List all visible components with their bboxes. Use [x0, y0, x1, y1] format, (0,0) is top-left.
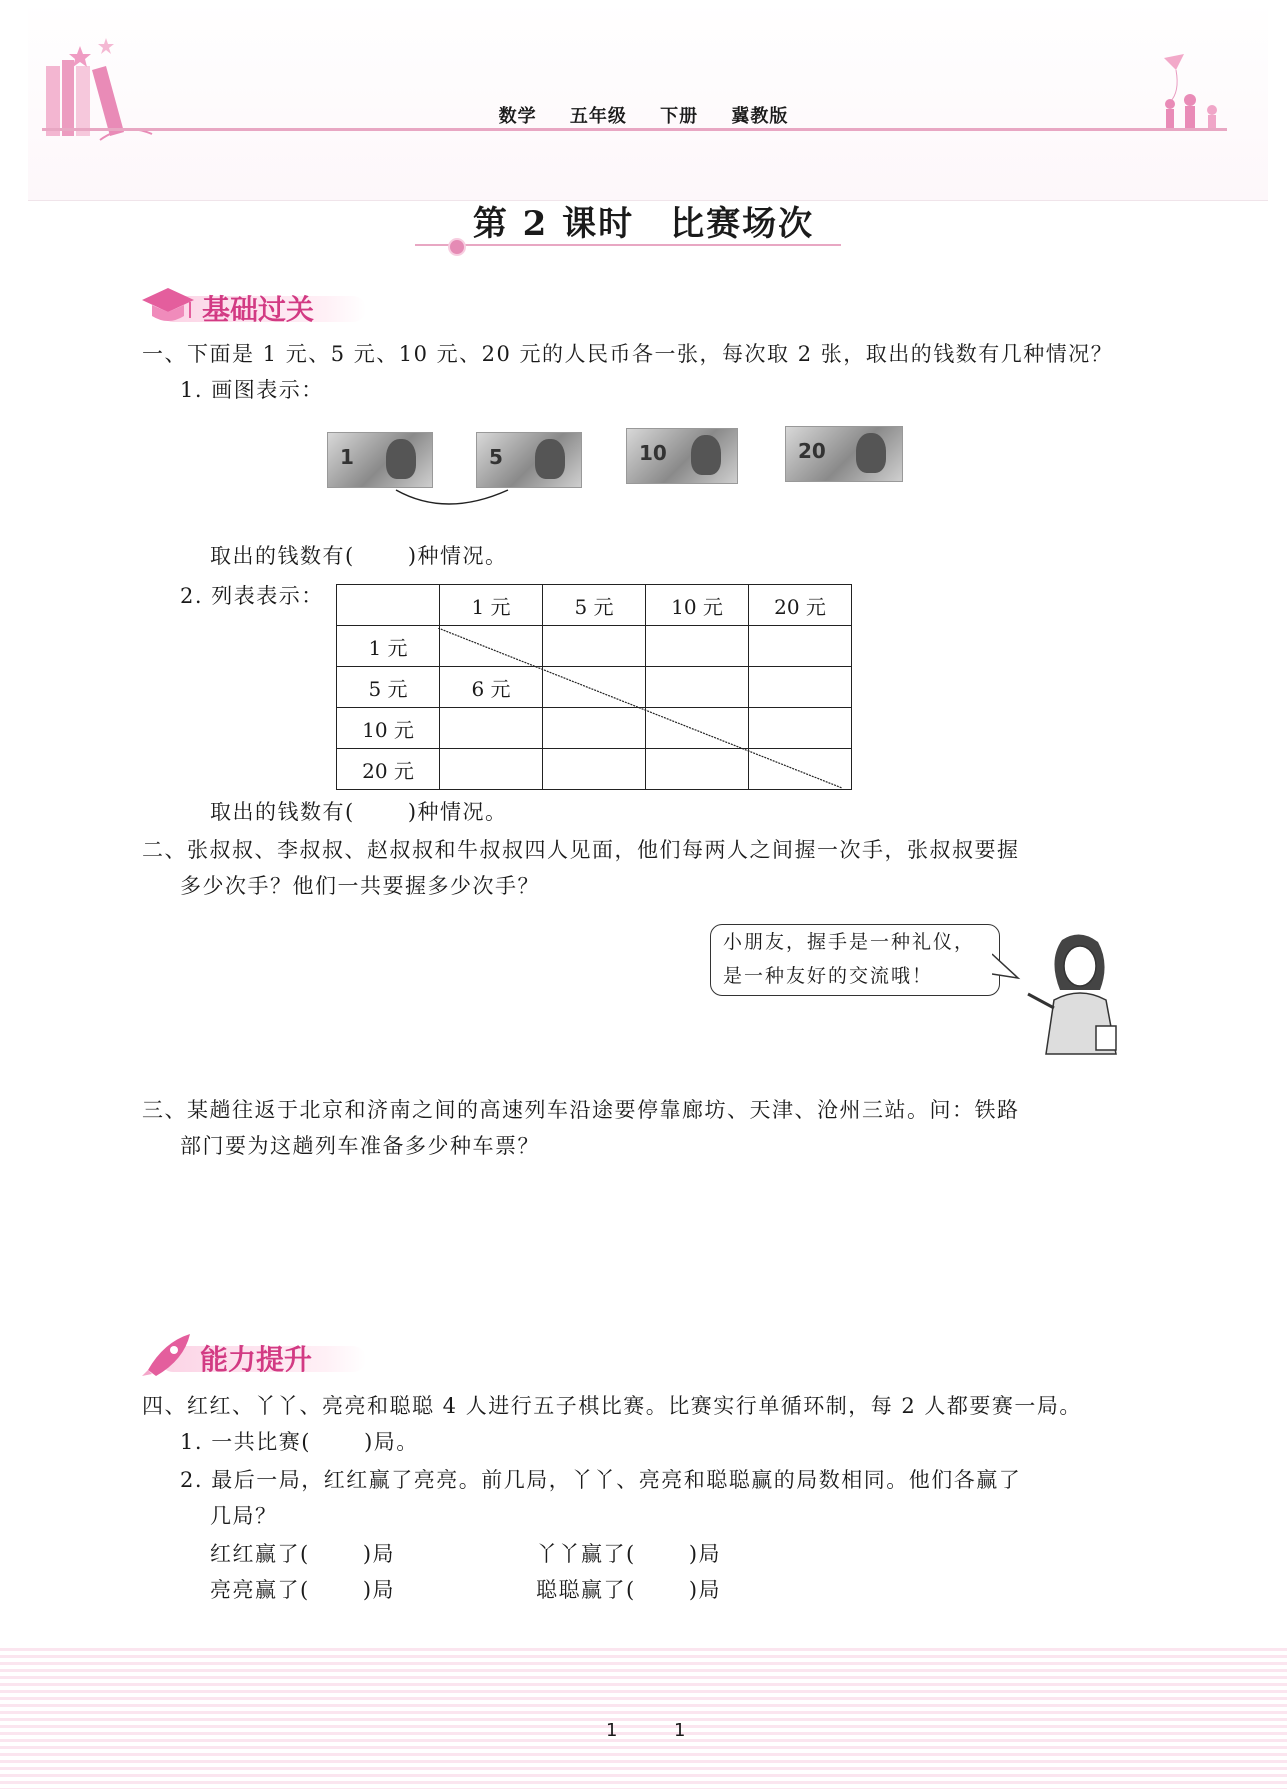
grade-label: 五年级	[569, 106, 627, 127]
question-1-answer2: 取出的钱数有( )种情况。	[210, 800, 508, 824]
table-diagonal-line	[438, 628, 844, 790]
answer-ya-ya: 丫丫赢了( )局	[536, 1542, 722, 1566]
lesson-title: 第 2 课时 比赛场次	[472, 204, 815, 244]
table-row: 5 元 6 元	[337, 667, 852, 708]
question-1-sub1: 1. 画图表示：	[180, 378, 324, 402]
answer-hong-hong: 红红赢了( )局	[210, 1542, 396, 1566]
answer-liang-liang: 亮亮赢了( )局	[210, 1578, 396, 1602]
answer-cong-cong: 聪聪赢了( )局	[536, 1578, 722, 1602]
volume-label: 下册	[660, 106, 699, 127]
footer-decoration	[0, 1648, 1287, 1789]
banknote-20-yuan: 20	[785, 426, 903, 482]
question-2-line2: 多少次手？他们一共要握多少次手？	[180, 874, 540, 898]
question-2-line1: 二、张叔叔、李叔叔、赵叔叔和牛叔叔四人见面，他们每两人之间握一次手，张叔叔要握	[142, 838, 1020, 862]
page-number-left: 1	[606, 1720, 618, 1741]
banknote-10-yuan: 10	[626, 428, 738, 484]
title-bullet-icon	[448, 238, 466, 256]
banknote-1-yuan: 1	[327, 432, 433, 488]
section-title-basic: 基础过关	[202, 293, 315, 326]
page-header-background	[28, 0, 1268, 201]
teacher-illustration-icon	[1020, 930, 1132, 1058]
connection-arc	[380, 484, 520, 524]
speech-bubble-tail	[992, 950, 1022, 986]
question-4-text: 四、红红、丫丫、亮亮和聪聪 4 人进行五子棋比赛。比赛实行单循环制，每 2 人都要赛一局。	[142, 1394, 1082, 1418]
speech-line-1: 小朋友，握手是一种礼仪，	[723, 931, 976, 953]
header-divider	[42, 128, 1227, 131]
question-3-line1: 三、某趟往返于北京和济南之间的高速列车沿途要停靠廊坊、天津、沧州三站。问：铁路	[142, 1098, 1020, 1122]
books-logo-icon	[40, 36, 160, 148]
banknote-5-yuan: 5	[476, 432, 582, 488]
table-row: 20 元	[337, 749, 852, 790]
speech-bubble	[710, 924, 1000, 996]
graduation-cap-icon	[140, 284, 196, 328]
question-1-text: 一、下面是 1 元、5 元、10 元、20 元的人民币各一张，每次取 2 张，取出的钱数有几种情况？	[142, 342, 1114, 366]
speech-line-2: 是一种友好的交流哦！	[723, 965, 934, 987]
page-number-right: 1	[674, 1720, 686, 1741]
table-row: 10 元	[337, 708, 852, 749]
section-title-advanced: 能力提升	[200, 1343, 313, 1376]
question-1-sub2: 2. 列表表示：	[180, 584, 324, 608]
question-3-line2: 部门要为这趟列车准备多少种车票？	[180, 1134, 540, 1158]
table-header-row: 1 元 5 元 10 元 20 元	[337, 585, 852, 626]
rocket-icon	[140, 1330, 194, 1378]
edition-label: 冀教版	[731, 106, 789, 127]
subject-label: 数学	[498, 106, 537, 127]
table-row: 1 元	[337, 626, 852, 667]
question-4-sub2-line2: 几局？	[210, 1504, 278, 1528]
question-4-sub1: 1. 一共比赛( )局。	[180, 1430, 419, 1454]
question-4-sub2-line1: 2. 最后一局，红红赢了亮亮。前几局，丫丫、亮亮和聪聪赢的局数相同。他们各赢了	[180, 1468, 1022, 1492]
book-info	[0, 102, 1287, 128]
title-underline	[415, 244, 841, 246]
question-1-answer1: 取出的钱数有( )种情况。	[210, 544, 508, 568]
